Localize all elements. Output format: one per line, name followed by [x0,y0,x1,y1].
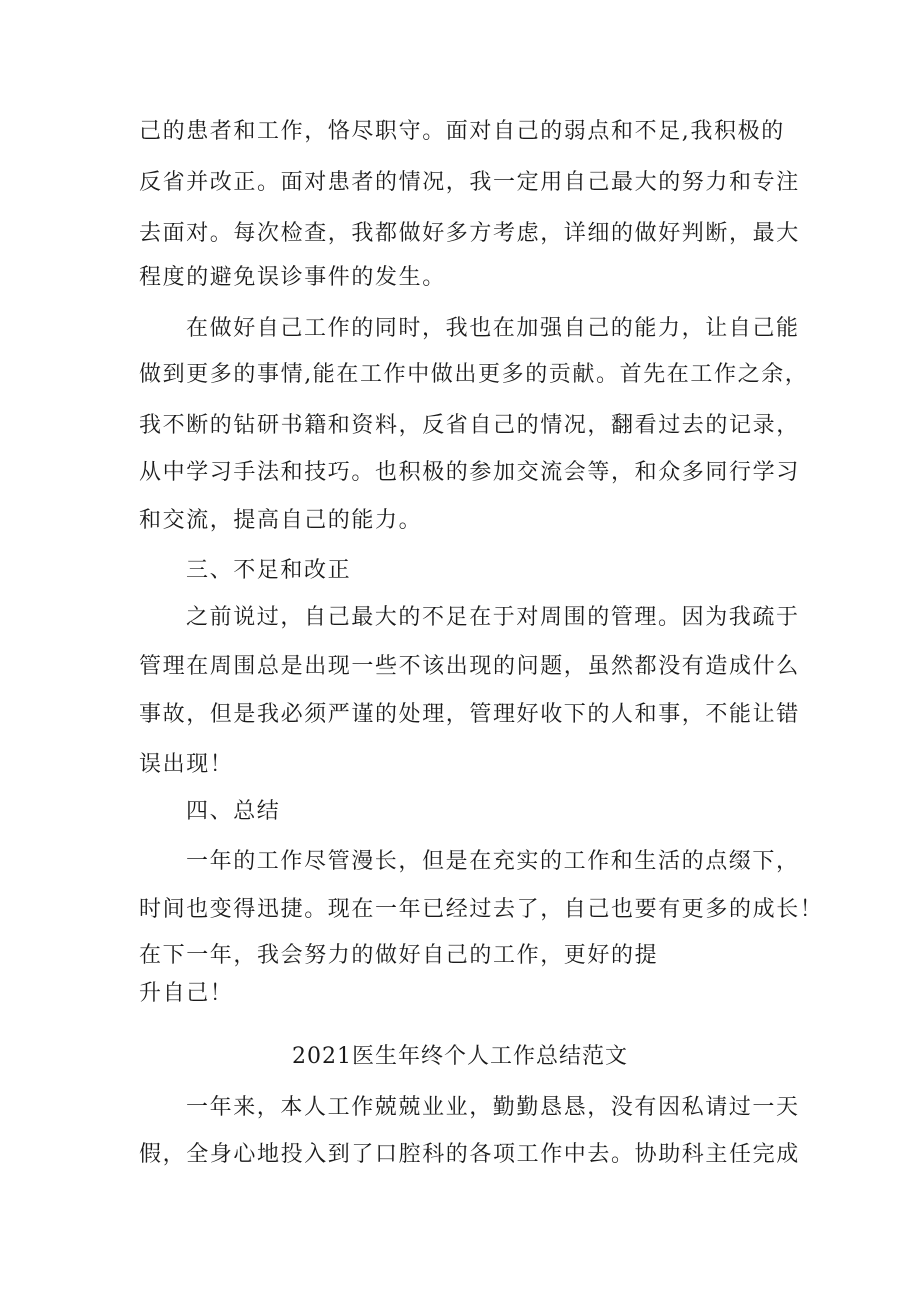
document-title: 2021医生年终个人工作总结范文 [292,1044,628,1069]
paragraph-line: 时间也变得迅捷。现在一年已经过去了，自己也要有更多的成长！ [139,897,824,922]
paragraph-line: 一年的工作尽管漫长，但是在充实的工作和生活的点缀下， [186,849,800,874]
paragraph-line: 事故，但是我必须严谨的处理，管理好收下的人和事，不能让错 [139,702,800,727]
paragraph-line: 一年来，本人工作兢兢业业，勤勤恳恳，没有因私请过一天 [186,1095,800,1120]
paragraph-line: 从中学习手法和技巧。也积极的参加交流会等，和众多同行学习 [139,460,800,485]
paragraph-line: 误出现！ [139,752,234,777]
paragraph-line: 在下一年，我会努力的做好自己的工作，更好的提 [139,943,659,968]
paragraph-line: 做到更多的事情,能在工作中做出更多的贡献。首先在工作之余， [139,362,809,387]
paragraph-line: 己的患者和工作，恪尽职守。面对自己的弱点和不足,我积极的 [139,119,785,144]
paragraph-line: 去面对。每次检查，我都做好多方考虑，详细的做好判断，最大 [139,221,800,246]
section-heading: 四、总结 [186,799,281,824]
paragraph-line: 管理在周围总是出现一些不该出现的问题，虽然都没有造成什么 [139,654,800,679]
section-heading: 三、不足和改正 [186,558,352,583]
paragraph-line: 之前说过，自己最大的不足在于对周围的管理。因为我疏于 [186,605,800,630]
paragraph-line: 和交流，提高自己的能力。 [139,508,423,533]
paragraph-line: 程度的避免误诊事件的发生。 [139,265,446,290]
paragraph-line: 在做好自己工作的同时，我也在加强自己的能力，让自己能 [186,316,800,341]
paragraph-line: 假，全身心地投入到了口腔科的各项工作中去。协助科主任完成 [139,1142,800,1167]
paragraph-line: 我不断的钻研书籍和资料，反省自己的情况，翻看过去的记录， [139,413,800,438]
paragraph-line: 反省并改正。面对患者的情况，我一定用自己最大的努力和专注 [139,170,800,195]
paragraph-line: 升自己！ [139,981,234,1006]
